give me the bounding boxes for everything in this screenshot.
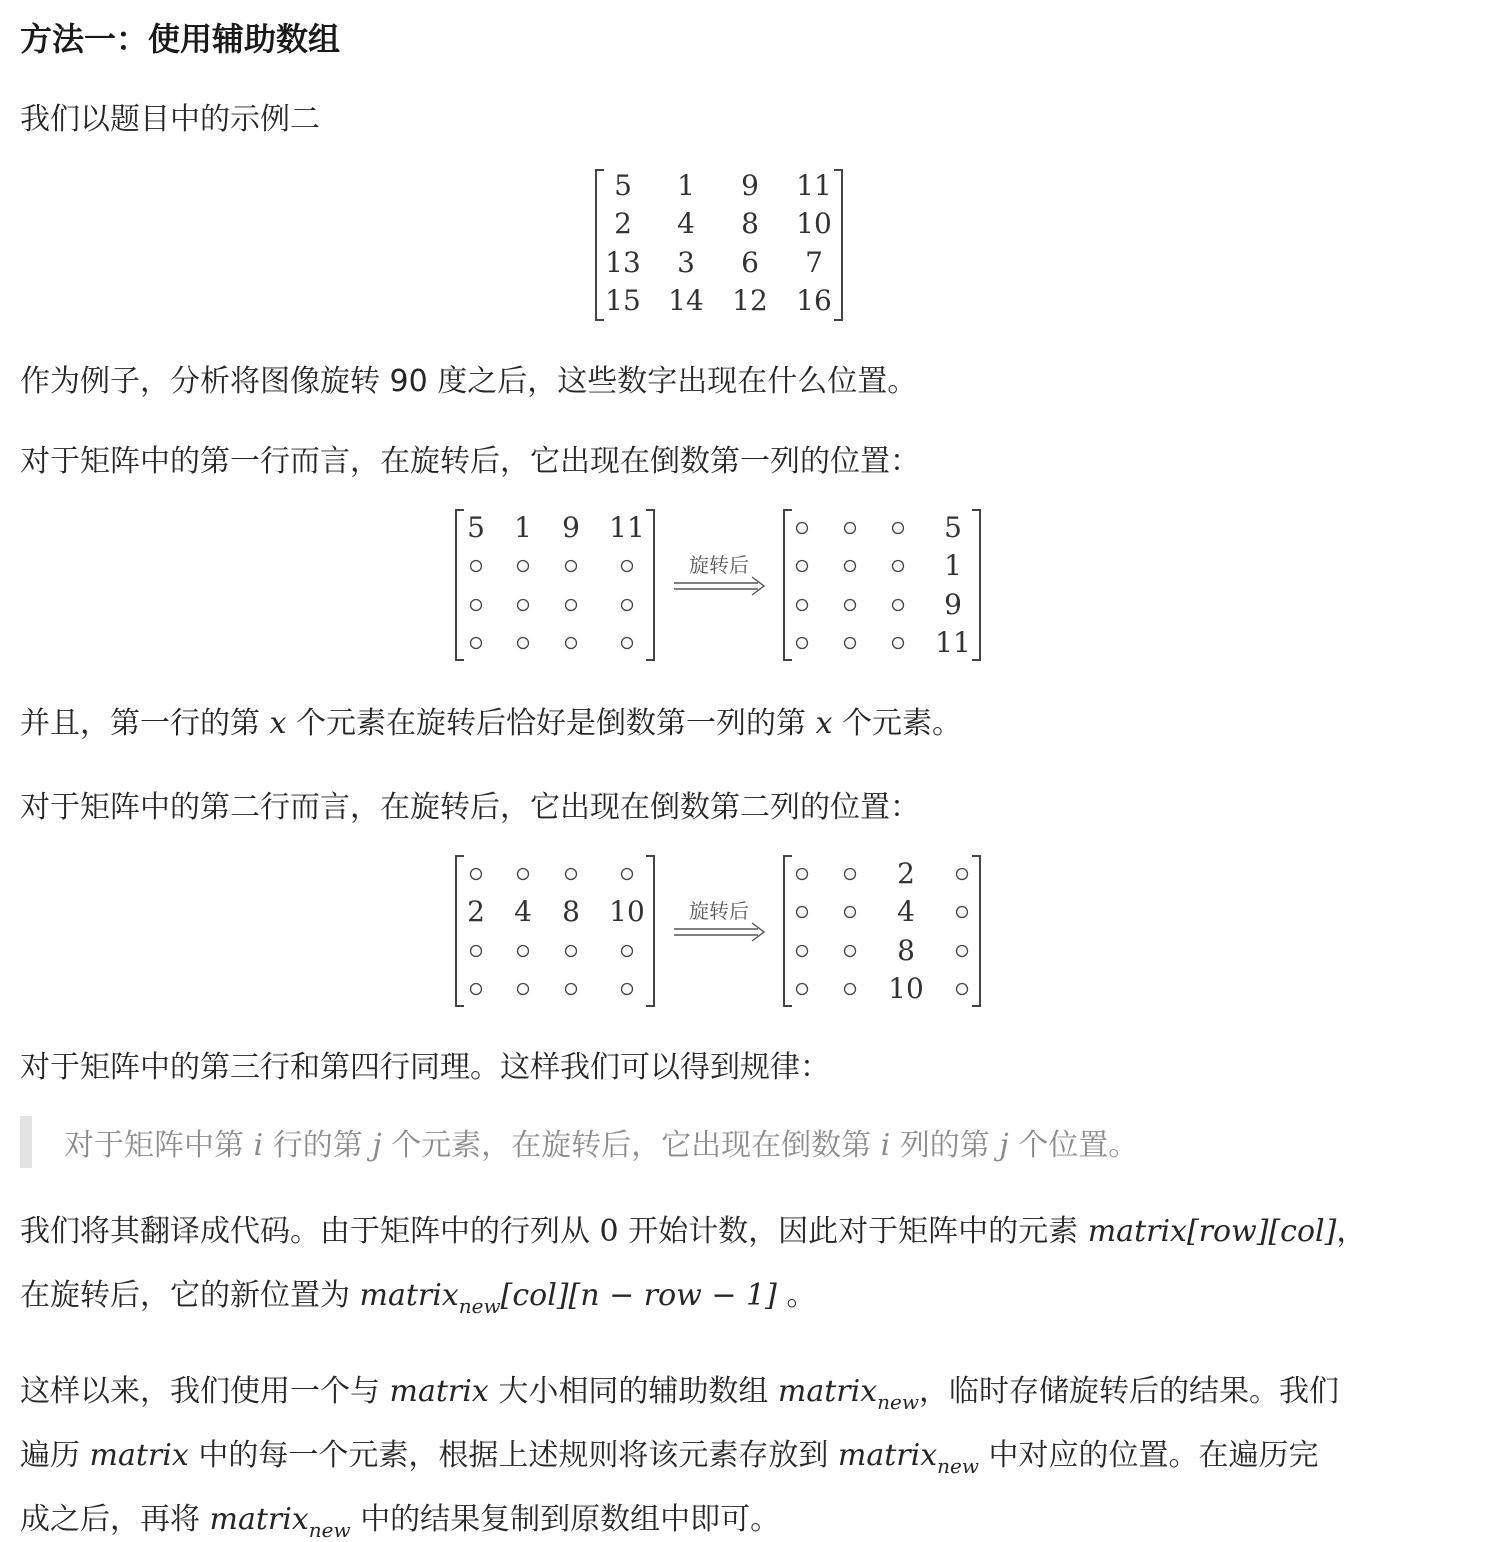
row2-rotation-diagram bbox=[450, 852, 990, 1014]
right-bracket bbox=[646, 856, 654, 1006]
matrix-cell: 5 bbox=[467, 511, 485, 544]
expr-matrix-row-col: matrix[row][col] bbox=[1087, 1214, 1337, 1249]
matrix-cell-empty bbox=[518, 561, 529, 572]
matrix-cell-empty bbox=[622, 946, 633, 957]
matrix-cell-empty bbox=[797, 561, 808, 572]
matrix-cell: 7 bbox=[805, 246, 823, 279]
final-paragraph-line2: 遍历 matrix 中的每一个元素，根据上述规则将该元素存放到 matrix$_{new}$ 中对应的位置。在遍历完 bbox=[20, 1438, 1319, 1478]
matrix-cell-empty bbox=[797, 869, 808, 880]
matrix-cell-empty bbox=[471, 869, 482, 880]
matrix-cell: 11 bbox=[609, 511, 645, 544]
matrix-cell-empty bbox=[566, 561, 577, 572]
matrix-cell-empty bbox=[797, 907, 808, 918]
left-bracket bbox=[596, 170, 604, 320]
matrix-cell: 8 bbox=[897, 934, 915, 967]
rotation-arrow bbox=[674, 553, 764, 595]
row1-before-matrix bbox=[456, 510, 654, 660]
matrix-cell: 5 bbox=[614, 169, 632, 202]
matrix-cell: 10 bbox=[888, 972, 924, 1005]
matrix-cell: 8 bbox=[562, 895, 580, 928]
matrix-cell-empty bbox=[566, 600, 577, 611]
matrix-cell-empty bbox=[622, 984, 633, 995]
matrix-cell-empty bbox=[893, 638, 904, 649]
section-heading: 方法一：使用辅助数组 bbox=[20, 20, 341, 58]
matrix-cell-empty bbox=[845, 946, 856, 957]
arrow-label: 旋转后 bbox=[689, 899, 749, 923]
row1-after-matrix bbox=[784, 510, 980, 660]
left-bracket bbox=[456, 856, 464, 1006]
matrix-cell-empty bbox=[893, 523, 904, 534]
matrix-cell-empty bbox=[957, 984, 968, 995]
row2-after-matrix bbox=[784, 856, 980, 1006]
matrix-cell: 5 bbox=[944, 511, 962, 544]
right-bracket bbox=[972, 856, 980, 1006]
matrix-cell-empty bbox=[845, 907, 856, 918]
matrix-cell: 4 bbox=[677, 207, 695, 240]
code-paragraph-line2: 在旋转后，它的新位置为 matrix$_{new}$[col][n − row − 1] 。 bbox=[20, 1278, 817, 1318]
left-bracket bbox=[784, 856, 792, 1006]
matrix-cell-empty bbox=[622, 638, 633, 649]
matrix-cell-empty bbox=[797, 984, 808, 995]
rule-text: 对于矩阵中第 i 行的第 j 个元素，在旋转后，它出现在倒数第 i 列的第 j 个位置。 bbox=[64, 1128, 1139, 1163]
matrix-cell: 1 bbox=[944, 549, 962, 582]
matrix-cell-empty bbox=[518, 638, 529, 649]
matrix-cell-empty bbox=[622, 600, 633, 611]
matrix-cell: 2 bbox=[614, 207, 632, 240]
matrix-cell-empty bbox=[845, 638, 856, 649]
matrix-cell-empty bbox=[471, 600, 482, 611]
left-bracket bbox=[456, 510, 464, 660]
matrix-cell: 11 bbox=[935, 626, 971, 659]
matrix-cell: 16 bbox=[796, 284, 832, 317]
matrix-cell-empty bbox=[566, 984, 577, 995]
example-matrix-body bbox=[596, 169, 842, 320]
matrix-cell-empty bbox=[518, 869, 529, 880]
matrix-cell-empty bbox=[845, 869, 856, 880]
matrix-cell-empty bbox=[957, 946, 968, 957]
example-matrix bbox=[590, 166, 850, 324]
matrix-cell-empty bbox=[622, 561, 633, 572]
matrix-cell: 1 bbox=[514, 511, 532, 544]
matrix-cell: 6 bbox=[741, 246, 759, 279]
var-x: x bbox=[269, 706, 287, 741]
var-x: x bbox=[815, 706, 833, 741]
matrix-cell-empty bbox=[797, 946, 808, 957]
right-bracket bbox=[972, 510, 980, 660]
matrix-cell-empty bbox=[893, 600, 904, 611]
matrix-cell: 15 bbox=[605, 284, 641, 317]
matrix-cell-empty bbox=[957, 869, 968, 880]
matrix-cell: 2 bbox=[897, 857, 915, 890]
matrix-cell: 2 bbox=[467, 895, 485, 928]
matrix-cell: 12 bbox=[732, 284, 768, 317]
matrix-cell-empty bbox=[845, 561, 856, 572]
matrix-cell-empty bbox=[845, 600, 856, 611]
final-paragraph-line3: 成之后，再将 matrix$_{new}$ 中的结果复制到原数组中即可。 bbox=[20, 1502, 781, 1542]
left-bracket bbox=[784, 510, 792, 660]
matrix-cell-empty bbox=[797, 600, 808, 611]
intro-text: 我们以题目中的示例二 bbox=[20, 102, 320, 137]
matrix-cell: 1 bbox=[677, 169, 695, 202]
matrix-cell-empty bbox=[957, 907, 968, 918]
final-paragraph-line1: 这样以来，我们使用一个与 matrix 大小相同的辅助数组 matrix$_{new}$，临时存储旋转后的结果。我们 bbox=[20, 1374, 1339, 1414]
matrix-cell-empty bbox=[845, 523, 856, 534]
matrix-cell: 9 bbox=[944, 588, 962, 621]
row1-rotation-diagram bbox=[450, 506, 990, 668]
rows34-text: 对于矩阵中的第三行和第四行同理。这样我们可以得到规律： bbox=[20, 1050, 830, 1085]
matrix-cell-empty bbox=[518, 600, 529, 611]
matrix-cell: 10 bbox=[609, 895, 645, 928]
matrix-cell-empty bbox=[471, 984, 482, 995]
matrix-cell: 14 bbox=[668, 284, 704, 317]
matrix-cell-empty bbox=[518, 984, 529, 995]
matrix-cell: 11 bbox=[796, 169, 832, 202]
code-paragraph-line1: 我们将其翻译成代码。由于矩阵中的行列从 0 开始计数，因此对于矩阵中的元素 matrix[row][col]， bbox=[20, 1214, 1367, 1249]
row2-before-matrix bbox=[456, 856, 654, 1006]
matrix-cell-empty bbox=[566, 638, 577, 649]
matrix-cell: 9 bbox=[741, 169, 759, 202]
matrix-cell-empty bbox=[797, 523, 808, 534]
paragraph-after-example: 作为例子，分析将图像旋转 90 度之后，这些数字出现在什么位置。 bbox=[20, 364, 918, 399]
matrix-cell: 9 bbox=[562, 511, 580, 544]
expr-new-position: [col][n − row − 1] bbox=[500, 1278, 777, 1313]
matrix-cell: 4 bbox=[897, 895, 915, 928]
matrix-cell-empty bbox=[893, 561, 904, 572]
matrix-cell-empty bbox=[845, 984, 856, 995]
rotation-arrow bbox=[674, 899, 764, 941]
right-bracket bbox=[834, 170, 842, 320]
matrix-cell: 13 bbox=[605, 246, 641, 279]
matrix-cell-empty bbox=[471, 946, 482, 957]
right-bracket bbox=[646, 510, 654, 660]
matrix-cell: 10 bbox=[796, 207, 832, 240]
arrow-label: 旋转后 bbox=[689, 553, 749, 577]
matrix-cell-empty bbox=[518, 946, 529, 957]
matrix-cell-empty bbox=[471, 561, 482, 572]
matrix-cell: 3 bbox=[677, 246, 695, 279]
matrix-cell-empty bbox=[566, 869, 577, 880]
row2-intro: 对于矩阵中的第二行而言，在旋转后，它出现在倒数第二列的位置： bbox=[20, 790, 920, 825]
row1-intro: 对于矩阵中的第一行而言，在旋转后，它出现在倒数第一列的位置： bbox=[20, 444, 920, 479]
row1-conclusion: 并且，第一行的第 x 个元素在旋转后恰好是倒数第一列的第 x 个元素。 bbox=[20, 706, 963, 741]
matrix-cell-empty bbox=[622, 869, 633, 880]
matrix-cell-empty bbox=[471, 638, 482, 649]
matrix-cell-empty bbox=[566, 946, 577, 957]
matrix-cell: 8 bbox=[741, 207, 759, 240]
matrix-cell: 4 bbox=[514, 895, 532, 928]
matrix-cell-empty bbox=[797, 638, 808, 649]
